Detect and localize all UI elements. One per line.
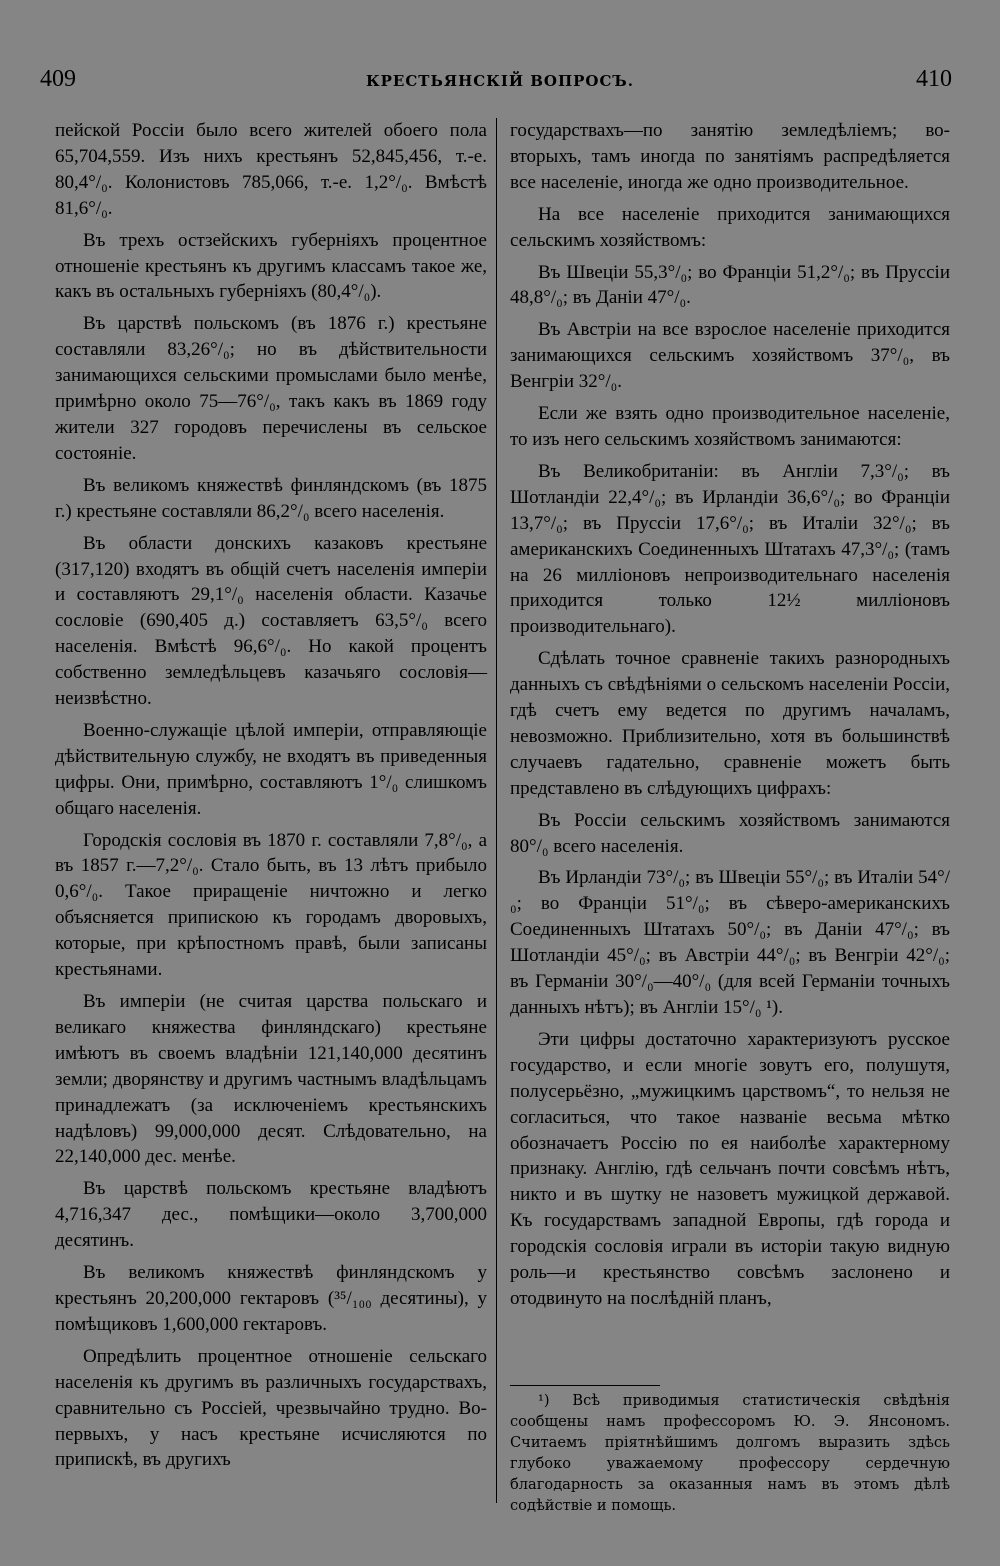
page-number-right: 410: [916, 66, 952, 92]
paragraph: Въ Россіи сельскимъ хозяйствомъ занимаются 80°/₀ всего населенія.: [510, 809, 950, 857]
footnote-divider: [510, 1385, 660, 1386]
paragraph: Въ трехъ остзейскихъ губерніяхъ процентное отношеніе крестьянъ къ другимъ классамъ такое же, какъ въ остальныхъ губерніяхъ (80,4°/₀).: [55, 229, 487, 303]
paragraph: Военно-служащіе цѣлой имперіи, отправляющіе дѣйствительную службу, не входятъ въ приведенныя цифры. Они, примѣрно, составляютъ 1°/₀ слишкомъ общаго населенія.: [55, 719, 487, 819]
paragraph: Въ Австріи на все взрослое населеніе приходится занимающихся сельскимъ хозяйствомъ 37°/₀, въ Венгріи 32°/₀.: [510, 319, 950, 393]
paragraph: Эти цифры достаточно характеризуютъ русское государство, и если многіе зовутъ его, полушутя, полусерьёзно, „мужицкимъ царствомъ“, то нельзя не согласиться, что такое названіе весьма мѣтко обозначаетъ Россію по ея наиболѣе характерному признаку. Англію, гдѣ сельчанъ почти совсѣмъ нѣтъ, никто и въ шутку не назоветъ мужицкой державой. Къ государствамъ западной Европы, гдѣ города и городскія сословія играли въ исторіи такую видную роль—и крестьянство совсѣмъ заслонено и отодвинуто на послѣдній планъ,: [510, 1028, 950, 1309]
paragraph: Въ Великобританіи: въ Англіи 7,3°/₀; въ Шотландіи 22,4°/₀; въ Ирландіи 36,6°/₀; во Франціи 13,7°/₀; въ Пруссіи 17,6°/₀; въ Италіи 32°/₀; въ американскихъ Соединенныхъ Штатахъ 47,3°/₀; (тамъ на 26 милліоновъ непроизводительнаго населенія приходится только 12½ милліоновъ производительнаго).: [510, 460, 950, 638]
footnote: [510, 1390, 950, 1516]
column-divider: [496, 118, 497, 1503]
paragraph: Въ царствѣ польскомъ крестьяне владѣютъ 4,716,347 дес., помѣщики—около 3,700,000 десятинъ.: [55, 1178, 487, 1252]
page-number-left: 409: [40, 66, 76, 92]
right-column: [510, 118, 950, 1318]
paragraph: Если же взять одно производительное населеніе, то изъ него сельскимъ хозяйствомъ занимаются:: [510, 403, 950, 450]
paragraph: Сдѣлать точное сравненіе такихъ разнородныхъ данныхъ съ свѣдѣніями о сельскомъ населеніи Россіи, гдѣ счетъ ему ведется по другимъ началамъ, невозможно. Приблизительно, хотя въ большинствѣ случаевъ гадательно, сравненіе можетъ быть представлено въ слѣдующихъ цифрахъ:: [510, 648, 950, 799]
paragraph: Въ царствѣ польскомъ (въ 1876 г.) крестьяне составляли 83,26°/₀; но въ дѣйствительности занимающихся сельскими промыслами было менѣе, примѣрно около 75—76°/₀, такъ какъ въ 1869 году жители 327 городовъ перечислены въ сельское состояніе.: [55, 313, 487, 464]
running-title: КРЕСТЬЯНСКІЙ ВОПРОСЪ.: [366, 72, 634, 90]
paragraph: Въ Швеціи 55,3°/₀; во Франціи 51,2°/₀; въ Пруссіи 48,8°/₀; въ Даніи 47°/₀.: [510, 261, 950, 309]
page-header: [40, 66, 960, 102]
paragraph: государствахъ—по занятію земледѣліемъ; во-вторыхъ, тамъ иногда по занятіямъ распредѣляется все населеніе, иногда же одно производительное.: [510, 120, 950, 193]
paragraph: пейской Россіи было всего жителей обоего пола 65,704,559. Изъ нихъ крестьянъ 52,845,456, т.-е. 80,4°/₀. Колонистовъ 785,066, т.-е. 1,2°/₀. Вмѣстѣ 81,6°/₀.: [55, 120, 487, 219]
paragraph: Въ Ирландіи 73°/₀; въ Швеціи 55°/₀; въ Италіи 54°/₀; во Франціи 51°/₀; въ сѣверо-американскихъ Соединенныхъ Штатахъ 50°/₀; въ Даніи 47°/₀; въ Шотландіи 45°/₀; въ Австріи 44°/₀; въ Венгріи 42°/₀; въ Германіи 30°/₀—40°/₀ (для всей Германіи точныхъ данныхъ нѣтъ); въ Англіи 15°/₀ ¹).: [510, 867, 950, 1018]
paragraph: Въ великомъ княжествѣ финляндскомъ (въ 1875 г.) крестьяне составляли 86,2°/₀ всего населенія.: [55, 474, 487, 522]
paragraph: Опредѣлить процентное отношеніе сельскаго населенія къ другимъ въ различныхъ государствахъ, сравнительно съ Россіей, чрезвычайно трудно. Во-первыхъ, у насъ крестьяне исчисляются по припискѣ, въ другихъ: [55, 1345, 487, 1471]
paragraph: Городскія сословія въ 1870 г. составляли 7,8°/₀, а въ 1857 г.—7,2°/₀. Стало быть, въ 13 лѣтъ прибыло 0,6°/₀. Такое приращеніе ничтожно и легко объясняется припискою къ городамъ дворовыхъ, которые, при крѣпостномъ правѣ, были записаны крестьянами.: [55, 829, 487, 981]
paragraph: Въ имперіи (не считая царства польскаго и великаго княжества финляндскаго) крестьяне имѣютъ въ своемъ владѣніи 121,140,000 десятинъ земли; дворянству и другимъ частнымъ владѣльцамъ принадлежатъ (за исключеніемъ крестьянскихъ надѣловъ) 99,000,000 десят. Слѣдовательно, на 22,140,000 дес. менѣе.: [55, 991, 487, 1168]
paragraph: Въ великомъ княжествѣ финляндскомъ у крестьянъ 20,200,000 гектаровъ (³⁵/₁₀₀ десятины), у помѣщиковъ 1,600,000 гектаровъ.: [55, 1262, 487, 1335]
paragraph: На все населеніе приходится занимающихся сельскимъ хозяйствомъ:: [510, 203, 950, 251]
left-column: [55, 118, 487, 1479]
paragraph: Въ области донскихъ казаковъ крестьяне (317,120) входятъ въ общій счетъ населенія имперіи и составляютъ 29,1°/₀ населенія области. Казачье сословіе (690,405 д.) составляетъ 63,5°/₀ всего населенія. Вмѣстѣ 96,6°/₀. Но какой процентъ собственно земледѣльцевъ казачьяго сословія—неизвѣстно.: [55, 532, 487, 710]
footnote-text: ¹) Всѣ приводимыя статистическія свѣдѣнія сообщены намъ профессоромъ Ю. Э. Янсономъ. Считаемъ пріятнѣйшимъ долгомъ выразить здѣсь глубоко уважаемому профессору сердечную благодарность за оказанныя намъ въ этомъ дѣлѣ содѣйствіе и помощь.: [510, 1392, 950, 1514]
